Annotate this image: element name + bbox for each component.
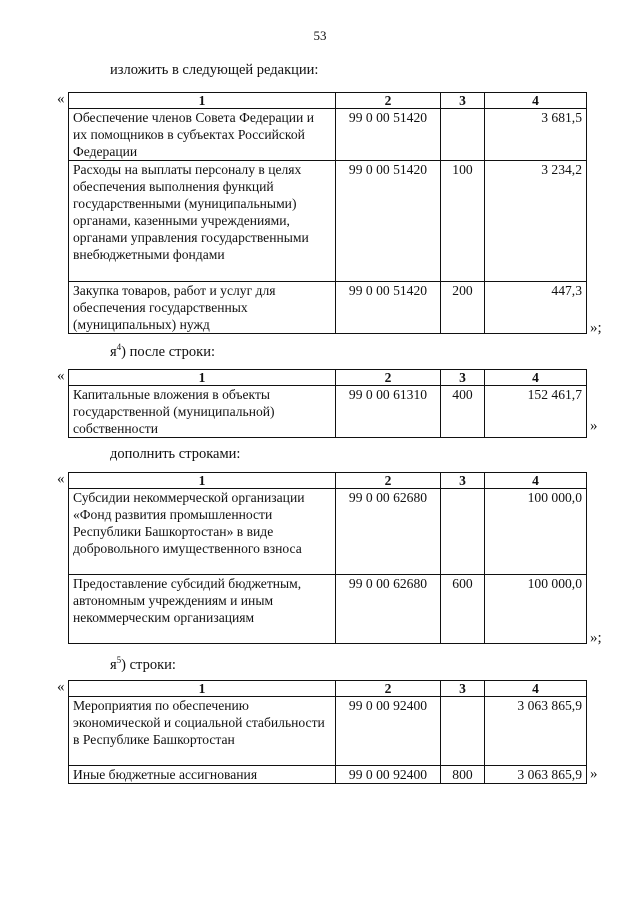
intro-4-superscript: 5 (116, 655, 122, 665)
row-amount: 3 681,5 (485, 109, 587, 161)
row-code: 99 0 00 92400 (336, 766, 441, 784)
table-row (69, 386, 587, 438)
row-amount: 3 234,2 (485, 161, 587, 282)
header-col-3: 3 (441, 681, 485, 697)
header-col-4: 4 (485, 93, 587, 109)
table-header (69, 473, 587, 489)
row-name: Капитальные вложения в объекты государственной (муниципальной) собственности (69, 386, 336, 438)
intro-2-superscript: 4 (116, 342, 122, 352)
table-row (69, 109, 587, 161)
quote-close-3: »; (590, 630, 602, 646)
row-code: 99 0 00 61310 (336, 386, 441, 438)
table-header (69, 681, 587, 697)
table-row (69, 161, 587, 282)
header-col-4: 4 (485, 681, 587, 697)
header-col-2: 2 (336, 681, 441, 697)
header-col-3: 3 (441, 93, 485, 109)
table-row (69, 766, 587, 784)
row-amount: 3 063 865,9 (485, 697, 587, 766)
intro-4-suffix: ) строки: (121, 656, 176, 673)
row-amount: 447,3 (485, 282, 587, 334)
intro-text-3: дополнить строками: (110, 446, 241, 462)
row-type: 600 (441, 575, 485, 644)
budget-table-3 (68, 472, 587, 644)
row-amount: 152 461,7 (485, 386, 587, 438)
header-col-1: 1 (69, 473, 336, 489)
table-row (69, 697, 587, 766)
row-amount: 100 000,0 (485, 489, 587, 575)
header-col-2: 2 (336, 93, 441, 109)
intro-text-1: изложить в следующей редакции: (110, 62, 319, 78)
header-col-2: 2 (336, 473, 441, 489)
quote-close-1: »; (590, 320, 602, 336)
row-amount: 100 000,0 (485, 575, 587, 644)
header-col-1: 1 (69, 93, 336, 109)
row-name: Иные бюджетные ассигнования (69, 766, 336, 784)
quote-open-3: « (57, 471, 65, 487)
row-type (441, 697, 485, 766)
row-code: 99 0 00 62680 (336, 489, 441, 575)
budget-table-2 (68, 369, 587, 438)
budget-table-1 (68, 92, 587, 334)
header-col-4: 4 (485, 370, 587, 386)
header-col-3: 3 (441, 370, 485, 386)
row-name: Обеспечение членов Совета Федерации и их помощников в субъектах Российской Федерации (69, 109, 336, 161)
intro-2-prefix: я (110, 343, 117, 360)
row-name: Предоставление субсидий бюджетным, автономным учреждениям и иным некоммерческим организациям (69, 575, 336, 644)
header-col-3: 3 (441, 473, 485, 489)
row-code: 99 0 00 92400 (336, 697, 441, 766)
quote-close-4: » (590, 766, 598, 782)
header-col-2: 2 (336, 370, 441, 386)
row-code: 99 0 00 51420 (336, 282, 441, 334)
row-type: 800 (441, 766, 485, 784)
quote-open-1: « (57, 91, 65, 107)
quote-open-2: « (57, 368, 65, 384)
table-header (69, 370, 587, 386)
header-col-4: 4 (485, 473, 587, 489)
row-code: 99 0 00 51420 (336, 161, 441, 282)
row-type: 100 (441, 161, 485, 282)
row-amount: 3 063 865,9 (485, 766, 587, 784)
table-header (69, 93, 587, 109)
intro-2-suffix: ) после строки: (121, 343, 216, 360)
budget-table-4 (68, 680, 587, 784)
row-name: Субсидии некоммерческой организации «Фонд развития промышленности Республики Башкортостан» в виде добровольного имущественного взноса (69, 489, 336, 575)
intro-text-2 (110, 342, 215, 361)
row-name: Расходы на выплаты персоналу в целях обеспечения выполнения функций государственными (муниципальными) органами, казенными учреждениями, органами управления государственными внебюджетными фондами (69, 161, 336, 282)
table-row (69, 282, 587, 334)
row-name: Мероприятия по обеспечению экономической и социальной стабильности в Республике Башкортостан (69, 697, 336, 766)
table-row (69, 489, 587, 575)
intro-text-4 (110, 655, 176, 674)
row-name: Закупка товаров, работ и услуг для обеспечения государственных (муниципальных) нужд (69, 282, 336, 334)
header-col-1: 1 (69, 681, 336, 697)
row-type: 400 (441, 386, 485, 438)
table-row (69, 575, 587, 644)
quote-open-4: « (57, 679, 65, 695)
intro-4-prefix: я (110, 656, 117, 673)
row-code: 99 0 00 62680 (336, 575, 441, 644)
row-type: 200 (441, 282, 485, 334)
header-col-1: 1 (69, 370, 336, 386)
row-code: 99 0 00 51420 (336, 109, 441, 161)
row-type (441, 489, 485, 575)
page-number: 53 (313, 28, 327, 43)
quote-close-2: » (590, 418, 598, 434)
row-type (441, 109, 485, 161)
